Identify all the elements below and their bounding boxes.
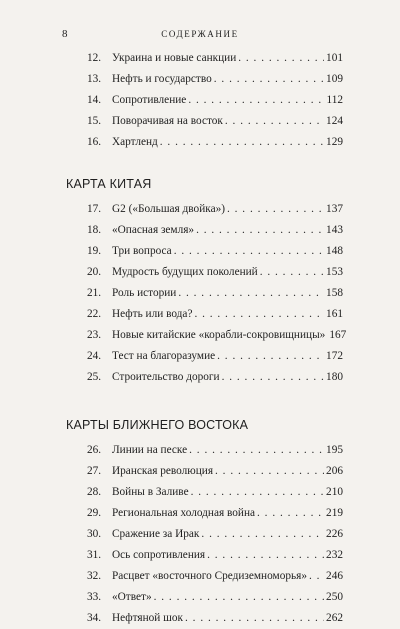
entry-number: 19. — [87, 245, 102, 257]
toc-entry[interactable] — [87, 283, 343, 304]
dot-leader — [201, 524, 324, 545]
entry-page: 246 — [326, 570, 343, 582]
dot-leader — [188, 90, 324, 111]
entry-page: 219 — [326, 507, 343, 519]
entry-number: 29. — [87, 507, 102, 519]
dot-leader — [238, 48, 324, 69]
dot-leader — [217, 346, 324, 367]
toc-entry[interactable] — [87, 132, 343, 153]
dot-leader — [260, 262, 324, 283]
entry-title: Линии на песке — [112, 444, 188, 456]
entry-title: Ось сопротивления — [112, 549, 206, 561]
entry-number: 26. — [87, 444, 102, 456]
entry-number: 12. — [87, 52, 102, 64]
entry-title: Новые китайские «корабли-сокровищницы» — [112, 329, 326, 341]
entry-number: 16. — [87, 136, 102, 148]
entry-number: 21. — [87, 287, 102, 299]
toc-entry[interactable] — [87, 503, 343, 524]
toc-entry[interactable] — [87, 111, 343, 132]
page-number: 8 — [62, 28, 68, 40]
entry-title: Иранская революция — [112, 465, 214, 477]
dot-leader — [194, 304, 324, 325]
entry-title: «Опасная земля» — [112, 224, 195, 236]
toc-section-continued — [0, 48, 400, 153]
entry-number: 31. — [87, 549, 102, 561]
entry-page: 226 — [326, 528, 343, 540]
entry-page: 232 — [326, 549, 343, 561]
entry-page: 101 — [326, 52, 343, 64]
section-heading: КАРТЫ БЛИЖНЕГО ВОСТОКА — [66, 418, 249, 432]
toc-entry[interactable] — [87, 346, 343, 367]
entry-title: Расцвет «восточного Средиземноморья» — [112, 570, 307, 582]
entry-title: Хартленд — [112, 136, 158, 148]
entry-number: 28. — [87, 486, 102, 498]
entry-page: 172 — [326, 350, 343, 362]
toc-entry[interactable] — [87, 566, 343, 587]
dot-leader — [185, 608, 324, 629]
entry-number: 27. — [87, 465, 102, 477]
table-of-contents — [0, 48, 400, 629]
dot-leader — [215, 461, 324, 482]
dot-leader — [154, 587, 324, 608]
toc-entry[interactable] — [87, 304, 343, 325]
entry-number: 34. — [87, 612, 102, 624]
entry-page: 109 — [326, 73, 343, 85]
dot-leader — [214, 69, 324, 90]
entry-page: 167 — [329, 329, 347, 341]
entry-page: 180 — [326, 371, 343, 383]
entry-page: 129 — [326, 136, 343, 148]
dot-leader — [178, 283, 324, 304]
entry-page: 124 — [326, 115, 343, 127]
toc-entry[interactable] — [87, 48, 343, 69]
running-head: СОДЕРЖАНИЕ — [161, 29, 239, 39]
entry-page: 153 — [326, 266, 343, 278]
entry-page: 143 — [326, 224, 343, 236]
dot-leader — [191, 482, 324, 503]
toc-entry[interactable] — [87, 461, 343, 482]
toc-entry[interactable] — [87, 524, 343, 545]
section-heading: КАРТА КИТАЯ — [66, 177, 152, 191]
toc-entry[interactable] — [87, 608, 343, 629]
entry-title: Нефтяной шок — [112, 612, 184, 624]
entry-title: Региональная холодная война — [112, 507, 256, 519]
toc-entry[interactable] — [87, 90, 343, 111]
dot-leader — [227, 199, 324, 220]
entry-number: 15. — [87, 115, 102, 127]
dot-leader — [174, 241, 324, 262]
entry-page: 250 — [326, 591, 343, 603]
entry-page: 148 — [326, 245, 343, 257]
dot-leader — [309, 566, 324, 587]
entry-page: 262 — [326, 612, 343, 624]
entry-title: Роль истории — [112, 287, 177, 299]
entry-number: 13. — [87, 73, 102, 85]
toc-entry[interactable] — [87, 545, 343, 566]
toc-entry[interactable] — [87, 69, 343, 90]
entry-number: 25. — [87, 371, 102, 383]
dot-leader — [189, 440, 324, 461]
toc-entry[interactable] — [87, 220, 343, 241]
entry-title: Нефть и государство — [112, 73, 212, 85]
dot-leader — [160, 132, 324, 153]
toc-entry[interactable] — [87, 199, 343, 220]
toc-entry[interactable] — [87, 325, 347, 346]
toc-entry[interactable] — [87, 587, 343, 608]
entry-number: 22. — [87, 308, 102, 320]
entry-page: 137 — [326, 203, 343, 215]
entry-title: Украина и новые санкции — [112, 52, 237, 64]
entry-number: 24. — [87, 350, 102, 362]
entry-page: 112 — [326, 94, 343, 106]
entry-number: 17. — [87, 203, 102, 215]
dot-leader — [222, 367, 324, 388]
entry-title: Нефть или вода? — [112, 308, 193, 320]
toc-entry[interactable] — [87, 482, 343, 503]
toc-entry[interactable] — [87, 440, 343, 461]
dot-leader — [196, 220, 324, 241]
entry-page: 158 — [326, 287, 343, 299]
entry-page: 206 — [326, 465, 343, 477]
dot-leader — [257, 503, 324, 524]
entry-title: Мудрость будущих поколений — [112, 266, 258, 278]
entry-page: 161 — [326, 308, 343, 320]
entry-number: 20. — [87, 266, 102, 278]
entry-number: 23. — [87, 329, 102, 341]
entry-title: Поворачивая на восток — [112, 115, 223, 127]
entry-page: 210 — [326, 486, 343, 498]
toc-section-middle-east — [0, 416, 400, 629]
entry-title: «Ответ» — [112, 591, 152, 603]
dot-leader — [225, 111, 324, 132]
toc-entry[interactable] — [87, 367, 343, 388]
entry-number: 33. — [87, 591, 102, 603]
toc-section-china — [0, 175, 400, 388]
entry-number: 14. — [87, 94, 102, 106]
dot-leader — [207, 545, 324, 566]
entry-page: 195 — [326, 444, 343, 456]
toc-entry[interactable] — [87, 262, 343, 283]
entry-number: 32. — [87, 570, 102, 582]
toc-entry[interactable] — [87, 241, 343, 262]
entry-number: 18. — [87, 224, 102, 236]
entry-title: Сражение за Ирак — [112, 528, 200, 540]
entry-number: 30. — [87, 528, 102, 540]
entry-title: Тест на благоразумие — [112, 350, 216, 362]
entry-title: G2 («Большая двойка») — [112, 203, 225, 215]
entry-title: Три вопроса — [112, 245, 172, 257]
entry-title: Сопротивление — [112, 94, 187, 106]
entry-title: Войны в Заливе — [112, 486, 189, 498]
entry-title: Строительство дороги — [112, 371, 220, 383]
